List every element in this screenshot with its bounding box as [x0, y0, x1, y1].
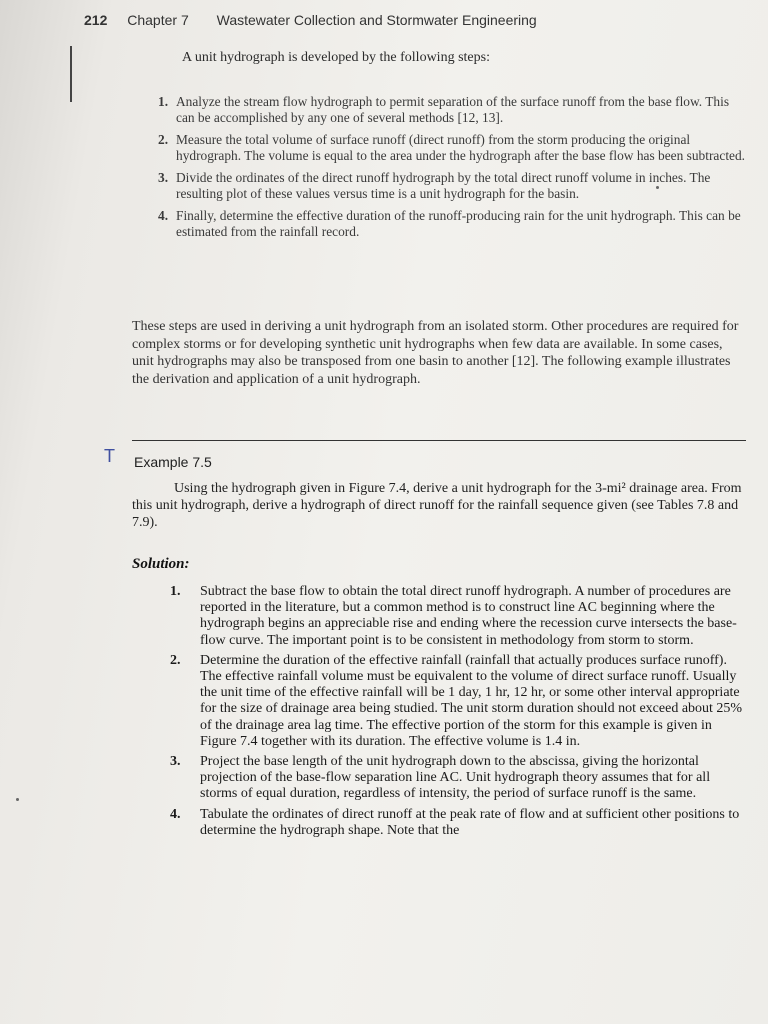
list-item: 2. Determine the duration of the effective rainfall (rainfall that actually produces surface runoff). The effective rainfall volume must be equivalent to the volume of direct surface runoff. Usually the unit time of the effective rainfall will be 1 day, 1 hr, 12 hr, or some other interval appropriate for the size of drainage area being studied. The unit storm duration should not exceed about 25% of the drainage area lag time. The effective portion of the storm for this example is given in Figure 7.4 together with its duration. The effective volume is 1.4 in.: [170, 652, 743, 749]
solution-heading: Solution:: [132, 556, 190, 572]
section-divider: [132, 440, 746, 441]
speck: [16, 798, 19, 801]
list-item: 3. Divide the ordinates of the direct runoff hydrograph by the total direct runoff volume in inches. The resulting plot of these values versus time is a unit hydrograph for the basin.: [158, 170, 711, 201]
body-paragraph: These steps are used in deriving a unit hydrograph from an isolated storm. Other procedures are required for complex storms or for developing synthetic unit hydrographs when few data are available. In some cases, unit hydrographs may also be transposed from one basin to another [12]. The following example illustrates the derivation and application of a unit hydrograph.: [132, 319, 739, 387]
chapter-label: Chapter 7: [127, 12, 189, 28]
solution-steps-list: [170, 584, 748, 843]
list-item: 1. Analyze the stream flow hydrograph to permit separation of the surface runoff from the base flow. This can be accomplished by any one of several methods [12, 13].: [158, 94, 730, 125]
intro-sentence: A unit hydrograph is developed by the following steps:: [182, 50, 490, 65]
list-item: 3. Project the base length of the unit hydrograph down to the abscissa, giving the horizontal projection of the base-flow separation line AC. Unit hydrograph theory assumes that for all storms of equal duration, regardless of intensity, the period of surface runoff is the same.: [170, 754, 711, 802]
chapter-title: Wastewater Collection and Stormwater Engineering: [216, 12, 537, 28]
list-item: 1. Subtract the base flow to obtain the total direct runoff hydrograph. A number of procedures are reported in the literature, but a common method is to construct line AC beginning where the hydrograph begins an appreciable rise and ending where the recession curve intersects the base-flow curve. The important point is to be consistent in methodology from storm to storm.: [170, 584, 737, 648]
speck: [656, 186, 659, 189]
list-item: 4. Finally, determine the effective duration of the runoff-producing rain for the unit hydrograph. This can be estimated from the rainfall record.: [158, 208, 741, 239]
procedure-steps-list: [158, 94, 748, 246]
example-title: Example 7.5: [134, 454, 212, 470]
page-number: 212: [84, 12, 108, 28]
list-item: 2. Measure the total volume of surface runoff (direct runoff) from the storm producing the original hydrograph. The volume is equal to the area under the hydrograph after the base flow has been subtracted.: [158, 132, 746, 163]
margin-annotation: T: [104, 446, 115, 466]
list-item: 4. Tabulate the ordinates of direct runoff at the peak rate of flow and at sufficient other positions to determine the hydrograph shape. Note that the: [170, 806, 740, 838]
running-header: [84, 12, 537, 28]
example-statement: Using the hydrograph given in Figure 7.4, derive a unit hydrograph for the 3-mi² drainage area. From this unit hydrograph, derive a hydrograph of direct runoff for the rainfall sequence given (see Tables 7.8 and 7.9).: [132, 481, 742, 530]
margin-pen-mark: [70, 46, 72, 102]
